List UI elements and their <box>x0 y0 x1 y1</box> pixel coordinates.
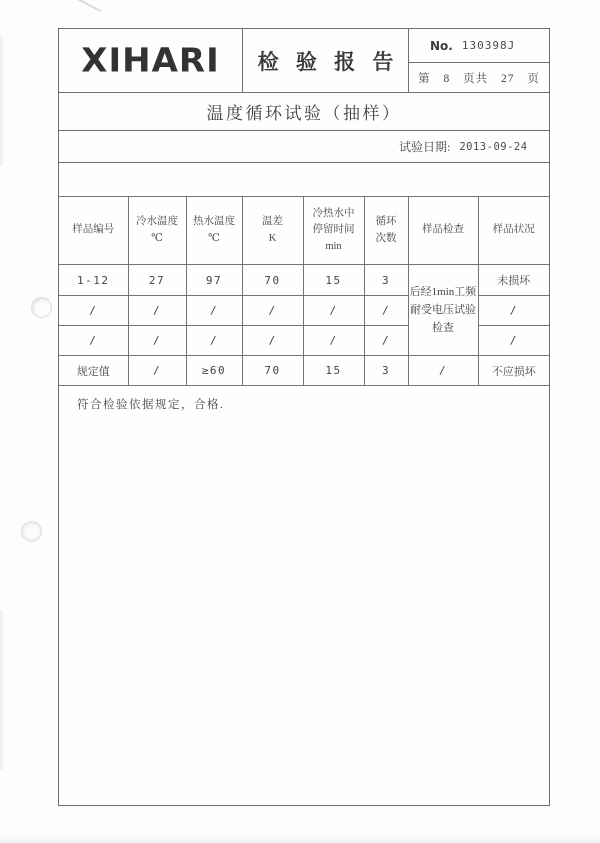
cell-cycles: 3 <box>364 356 408 386</box>
cell-sample-no: / <box>59 296 128 326</box>
cell-dwell-time: 15 <box>303 265 364 296</box>
document-title-row <box>59 93 549 131</box>
cell-cold-temp: / <box>128 356 186 386</box>
cell-dwell-time: 15 <box>303 356 364 386</box>
cell-dwell-time: / <box>303 296 364 326</box>
col-header-hot-temp: 热水温度 ℃ <box>186 197 242 265</box>
report-number-value: 130398J <box>461 39 516 52</box>
report-number-label: No. <box>430 38 453 53</box>
cell-hot-temp: / <box>186 326 242 356</box>
cell-sample-no: / <box>59 326 128 356</box>
test-date-value: 2013-09-24 <box>459 140 528 153</box>
cell-condition: 未损坏 <box>478 265 549 296</box>
punch-hole <box>31 297 52 318</box>
xihari-logo: XIHARI <box>81 41 220 80</box>
conclusion-note: 符合检验依据规定，合格. <box>77 399 225 411</box>
cell-cycles: 3 <box>364 265 408 296</box>
cell-temp-diff: 70 <box>242 356 303 386</box>
cell-cold-temp: / <box>128 296 186 326</box>
cell-cold-temp: 27 <box>128 265 186 296</box>
cell-condition: / <box>478 326 549 356</box>
report-title-cell <box>243 29 409 92</box>
cell-sample-no: 1-12 <box>59 265 128 296</box>
cell-dwell-time: / <box>303 326 364 356</box>
page-info: 第 8 页共 27 页 <box>418 72 540 85</box>
cell-hot-temp: ≥60 <box>186 356 242 386</box>
document-title: 温度循环试验（抽样） <box>206 104 402 123</box>
spacer-row <box>59 163 549 196</box>
cell-hot-temp: 97 <box>186 265 242 296</box>
cell-temp-diff: 70 <box>242 265 303 296</box>
col-header-cycles: 循环 次数 <box>364 197 408 265</box>
col-header-sample-no: 样品编号 <box>59 197 128 265</box>
test-date-label: 试验日期: <box>399 140 451 154</box>
cell-condition: 不应损坏 <box>478 356 549 386</box>
cell-cold-temp: / <box>128 326 186 356</box>
punch-hole <box>21 521 42 542</box>
cell-cycles: / <box>364 326 408 356</box>
conclusion-area <box>59 386 549 805</box>
col-header-condition: 样品状况 <box>478 197 549 265</box>
results-table <box>59 196 549 386</box>
scan-edge-streak <box>0 36 3 166</box>
col-header-inspection: 样品检查 <box>408 197 478 265</box>
scan-bottom-shadow <box>0 835 600 843</box>
scan-artifact-mark <box>77 0 101 12</box>
table-row-specified-values <box>59 356 549 386</box>
cell-temp-diff: / <box>242 326 303 356</box>
cell-inspection: / <box>408 356 478 386</box>
report-header <box>59 29 549 93</box>
table-row <box>59 265 549 296</box>
scan-edge-streak <box>0 610 3 770</box>
test-date-row <box>59 131 549 163</box>
report-number-row <box>409 29 549 63</box>
col-header-dwell-time: 冷热水中 停留时间 min <box>303 197 364 265</box>
cell-inspection-merged: 后经1min工频 耐受电压试验 检查 <box>408 265 478 356</box>
cell-sample-no: 规定值 <box>59 356 128 386</box>
col-header-cold-temp: 冷水温度 ℃ <box>128 197 186 265</box>
cell-condition: / <box>478 296 549 326</box>
report-title: 检 验 报 告 <box>257 49 400 74</box>
col-header-temp-diff: 温差 K <box>242 197 303 265</box>
cell-hot-temp: / <box>186 296 242 326</box>
cell-temp-diff: / <box>242 296 303 326</box>
report-number-cell <box>409 29 549 92</box>
table-header-row <box>59 197 549 265</box>
report-page-frame <box>58 28 550 806</box>
cell-cycles: / <box>364 296 408 326</box>
logo-cell <box>59 29 243 92</box>
